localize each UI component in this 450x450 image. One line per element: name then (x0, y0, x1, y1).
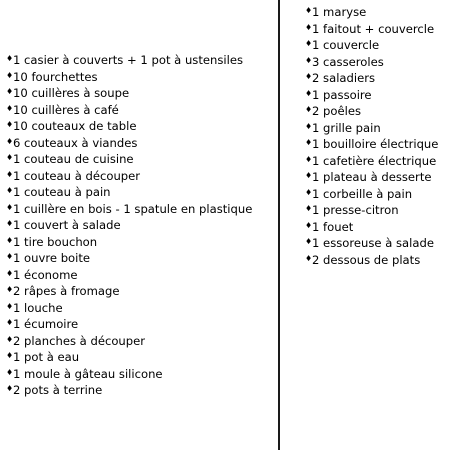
list-item (6, 349, 274, 366)
list-item-text: 1 ouvre boite (13, 251, 91, 265)
diamond-bullet-icon: ♦ (6, 153, 14, 163)
list-item (305, 103, 447, 120)
diamond-bullet-icon: ♦ (6, 301, 14, 311)
list-item-text: 1 passoire (312, 87, 372, 102)
list-item (6, 366, 274, 383)
list-item (6, 316, 274, 333)
diamond-bullet-icon: ♦ (6, 136, 14, 146)
list-item (6, 267, 274, 284)
diamond-bullet-icon: ♦ (305, 187, 313, 197)
list-item (6, 234, 274, 251)
list-item (305, 21, 447, 38)
list-item-text: 1 pot à eau (13, 350, 80, 364)
list-item (305, 252, 447, 269)
diamond-bullet-icon: ♦ (305, 39, 313, 49)
list-item-text: 1 cafetière électrique (312, 153, 437, 168)
list-item-text: 1 économe (13, 267, 78, 282)
list-item-text: 1 essoreuse à salade (312, 236, 434, 250)
diamond-bullet-icon: ♦ (305, 220, 313, 230)
diamond-bullet-icon: ♦ (6, 367, 14, 377)
diamond-bullet-icon: ♦ (305, 121, 313, 131)
list-item-text: 2 râpes à fromage (13, 284, 120, 298)
diamond-bullet-icon: ♦ (6, 70, 14, 80)
list-item (305, 169, 447, 186)
list-item-text: 10 couteaux de table (13, 119, 137, 133)
list-item (6, 69, 274, 86)
list-item-text: 1 grille pain (312, 120, 381, 135)
diamond-bullet-icon: ♦ (305, 253, 313, 263)
list-item-text: 6 couteaux à viandes (13, 135, 138, 150)
list-item-text: 1 fouet (312, 219, 354, 234)
right-column-list (305, 4, 447, 268)
list-item-text: 2 saladiers (312, 71, 376, 85)
list-item (305, 153, 447, 170)
diamond-bullet-icon: ♦ (305, 204, 313, 214)
list-item-text: 1 corbeille à pain (312, 186, 413, 201)
diamond-bullet-icon: ♦ (6, 268, 14, 278)
list-item-text: 10 fourchettes (13, 69, 98, 84)
diamond-bullet-icon: ♦ (6, 351, 14, 361)
list-item (305, 136, 447, 153)
list-item (6, 201, 274, 218)
diamond-bullet-icon: ♦ (6, 169, 14, 179)
diamond-bullet-icon: ♦ (305, 72, 313, 82)
list-item (305, 120, 447, 137)
list-item (6, 250, 274, 267)
list-item (6, 217, 274, 234)
list-item (305, 219, 447, 236)
list-item-text: 1 plateau à desserte (312, 170, 432, 184)
diamond-bullet-icon: ♦ (6, 103, 14, 113)
list-item-text: 1 écumoire (13, 317, 79, 331)
list-item (6, 168, 274, 185)
list-item-text: 1 couteau à découper (13, 168, 141, 183)
diamond-bullet-icon: ♦ (6, 54, 14, 64)
list-item-text: 1 couvercle (312, 38, 380, 52)
diamond-bullet-icon: ♦ (6, 120, 14, 130)
diamond-bullet-icon: ♦ (6, 384, 14, 394)
list-item-text: 1 maryse (312, 5, 367, 19)
list-item-text: 1 couteau à pain (13, 185, 111, 199)
list-item-text: 2 poêles (312, 104, 362, 118)
diamond-bullet-icon: ♦ (6, 252, 14, 262)
list-item-text: 1 faitout + couvercle (312, 21, 435, 36)
list-item (6, 283, 274, 300)
list-item-text: 1 moule à gâteau silicone (13, 366, 163, 381)
diamond-bullet-icon: ♦ (305, 138, 313, 148)
list-item-text: 1 louche (13, 300, 63, 315)
diamond-bullet-icon: ♦ (6, 186, 14, 196)
list-item (305, 4, 447, 21)
diamond-bullet-icon: ♦ (305, 22, 313, 32)
list-item (305, 202, 447, 219)
diamond-bullet-icon: ♦ (6, 235, 14, 245)
list-item-text: 3 casseroles (312, 54, 384, 69)
list-item-text: 1 cuillère en bois - 1 spatule en plastique (13, 201, 253, 216)
list-item-text: 1 presse-citron (312, 203, 399, 217)
diamond-bullet-icon: ♦ (6, 87, 14, 97)
list-item (6, 52, 274, 69)
left-column-list (6, 52, 274, 399)
list-item (305, 70, 447, 87)
list-item (305, 186, 447, 203)
list-item-text: 2 dessous de plats (312, 252, 421, 267)
list-item (305, 54, 447, 71)
list-item-text: 10 cuillères à café (13, 102, 119, 117)
list-item (6, 135, 274, 152)
list-item-text: 2 pots à terrine (13, 383, 103, 397)
list-item (6, 85, 274, 102)
diamond-bullet-icon: ♦ (6, 285, 14, 295)
list-item (6, 382, 274, 399)
list-item-text: 1 tire bouchon (13, 234, 98, 249)
list-item (6, 151, 274, 168)
list-item (6, 118, 274, 135)
diamond-bullet-icon: ♦ (6, 202, 14, 212)
list-item-text: 1 bouilloire électrique (312, 137, 439, 151)
diamond-bullet-icon: ♦ (6, 334, 14, 344)
diamond-bullet-icon: ♦ (6, 318, 14, 328)
list-item-text: 1 casier à couverts + 1 pot à ustensiles (13, 53, 244, 67)
diamond-bullet-icon: ♦ (305, 6, 313, 16)
diamond-bullet-icon: ♦ (305, 171, 313, 181)
list-item-text: 1 couteau de cuisine (13, 152, 134, 166)
diamond-bullet-icon: ♦ (6, 219, 14, 229)
list-item (6, 300, 274, 317)
list-item (305, 37, 447, 54)
column-divider (278, 0, 280, 450)
list-item (305, 235, 447, 252)
list-item (6, 184, 274, 201)
diamond-bullet-icon: ♦ (305, 55, 313, 65)
diamond-bullet-icon: ♦ (305, 237, 313, 247)
list-item-text: 2 planches à découper (13, 333, 146, 348)
diamond-bullet-icon: ♦ (305, 154, 313, 164)
list-item (6, 102, 274, 119)
list-item (6, 333, 274, 350)
diamond-bullet-icon: ♦ (305, 105, 313, 115)
list-item-text: 10 cuillères à soupe (13, 86, 130, 100)
diamond-bullet-icon: ♦ (305, 88, 313, 98)
list-item (305, 87, 447, 104)
list-item-text: 1 couvert à salade (13, 218, 121, 232)
